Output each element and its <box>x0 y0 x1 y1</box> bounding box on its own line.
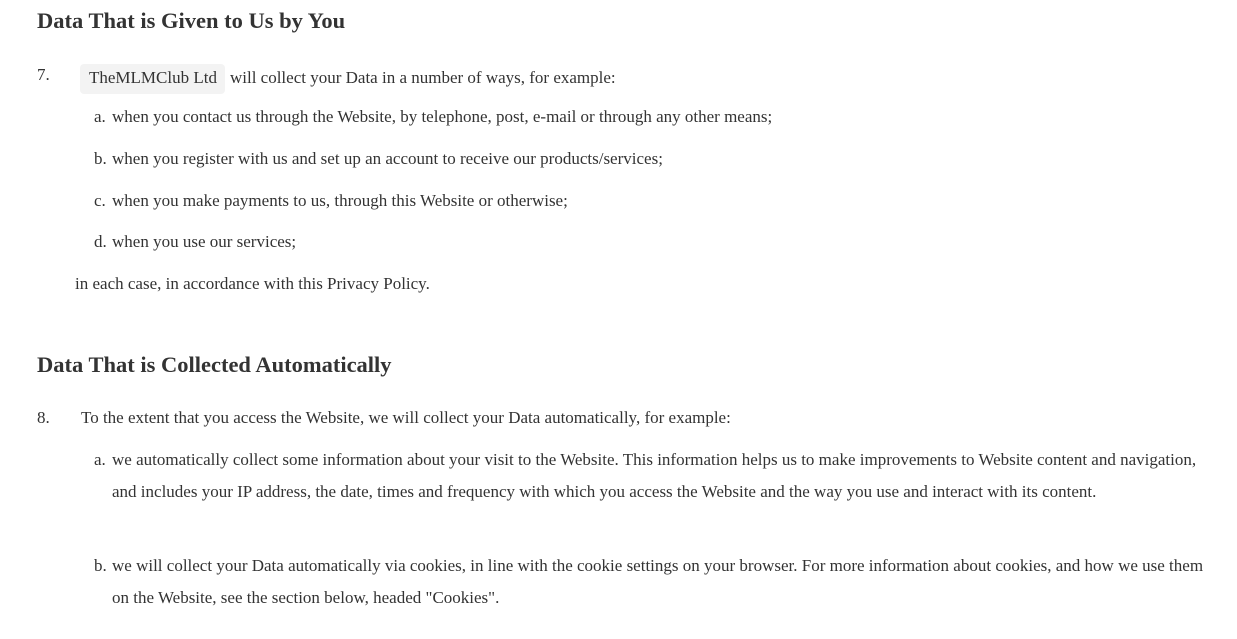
list-item-label: c. <box>94 191 106 210</box>
list-item <box>94 444 1204 508</box>
clause-number-7: 7. <box>37 65 50 84</box>
list-item-text: when you use our services; <box>112 232 297 251</box>
list-item-text: we automatically collect some information about your visit to the Website. This information helps us to make improvements to Website content and navigation, and includes your IP address, the date, times and frequency with which you access the Website and the way you use and interact with its content. <box>112 450 1197 501</box>
list-item <box>94 226 1204 258</box>
list-item-label: b. <box>94 149 107 168</box>
clause-7-intro-text: will collect your Data in a number of ways, for example: <box>229 68 616 87</box>
clause-number-8: 8. <box>37 408 50 427</box>
list-item-label: a. <box>94 450 106 469</box>
list-item-text: when you make payments to us, through this Website or otherwise; <box>112 191 568 210</box>
clause-7-closing: in each case, in accordance with this Privacy Policy. <box>75 274 430 293</box>
list-item <box>94 143 1204 175</box>
section-heading-data-given: Data That is Given to Us by You <box>37 8 346 33</box>
list-item <box>94 101 1204 133</box>
list-item-label: b. <box>94 556 107 575</box>
section-heading-data-automatic: Data That is Collected Automatically <box>37 352 392 377</box>
list-item-label: a. <box>94 107 106 126</box>
clause-8-intro: To the extent that you access the Website, we will collect your Data automatically, for example: <box>81 408 731 427</box>
list-item-text: when you contact us through the Website, by telephone, post, e-mail or through any other means; <box>112 107 773 126</box>
list-item-text: when you register with us and set up an account to receive our products/services; <box>112 149 663 168</box>
list-item-text: we will collect your Data automatically via cookies, in line with the cookie settings on your browser. For more information about cookies, and how we use them on the Website, see the section below, headed "Cookies". <box>112 556 1204 607</box>
company-name-badge: TheMLMClub Ltd <box>80 64 225 94</box>
list-item-label: d. <box>94 232 107 251</box>
clause-7-intro <box>80 64 616 94</box>
list-item <box>94 185 1204 217</box>
list-item <box>94 550 1204 614</box>
